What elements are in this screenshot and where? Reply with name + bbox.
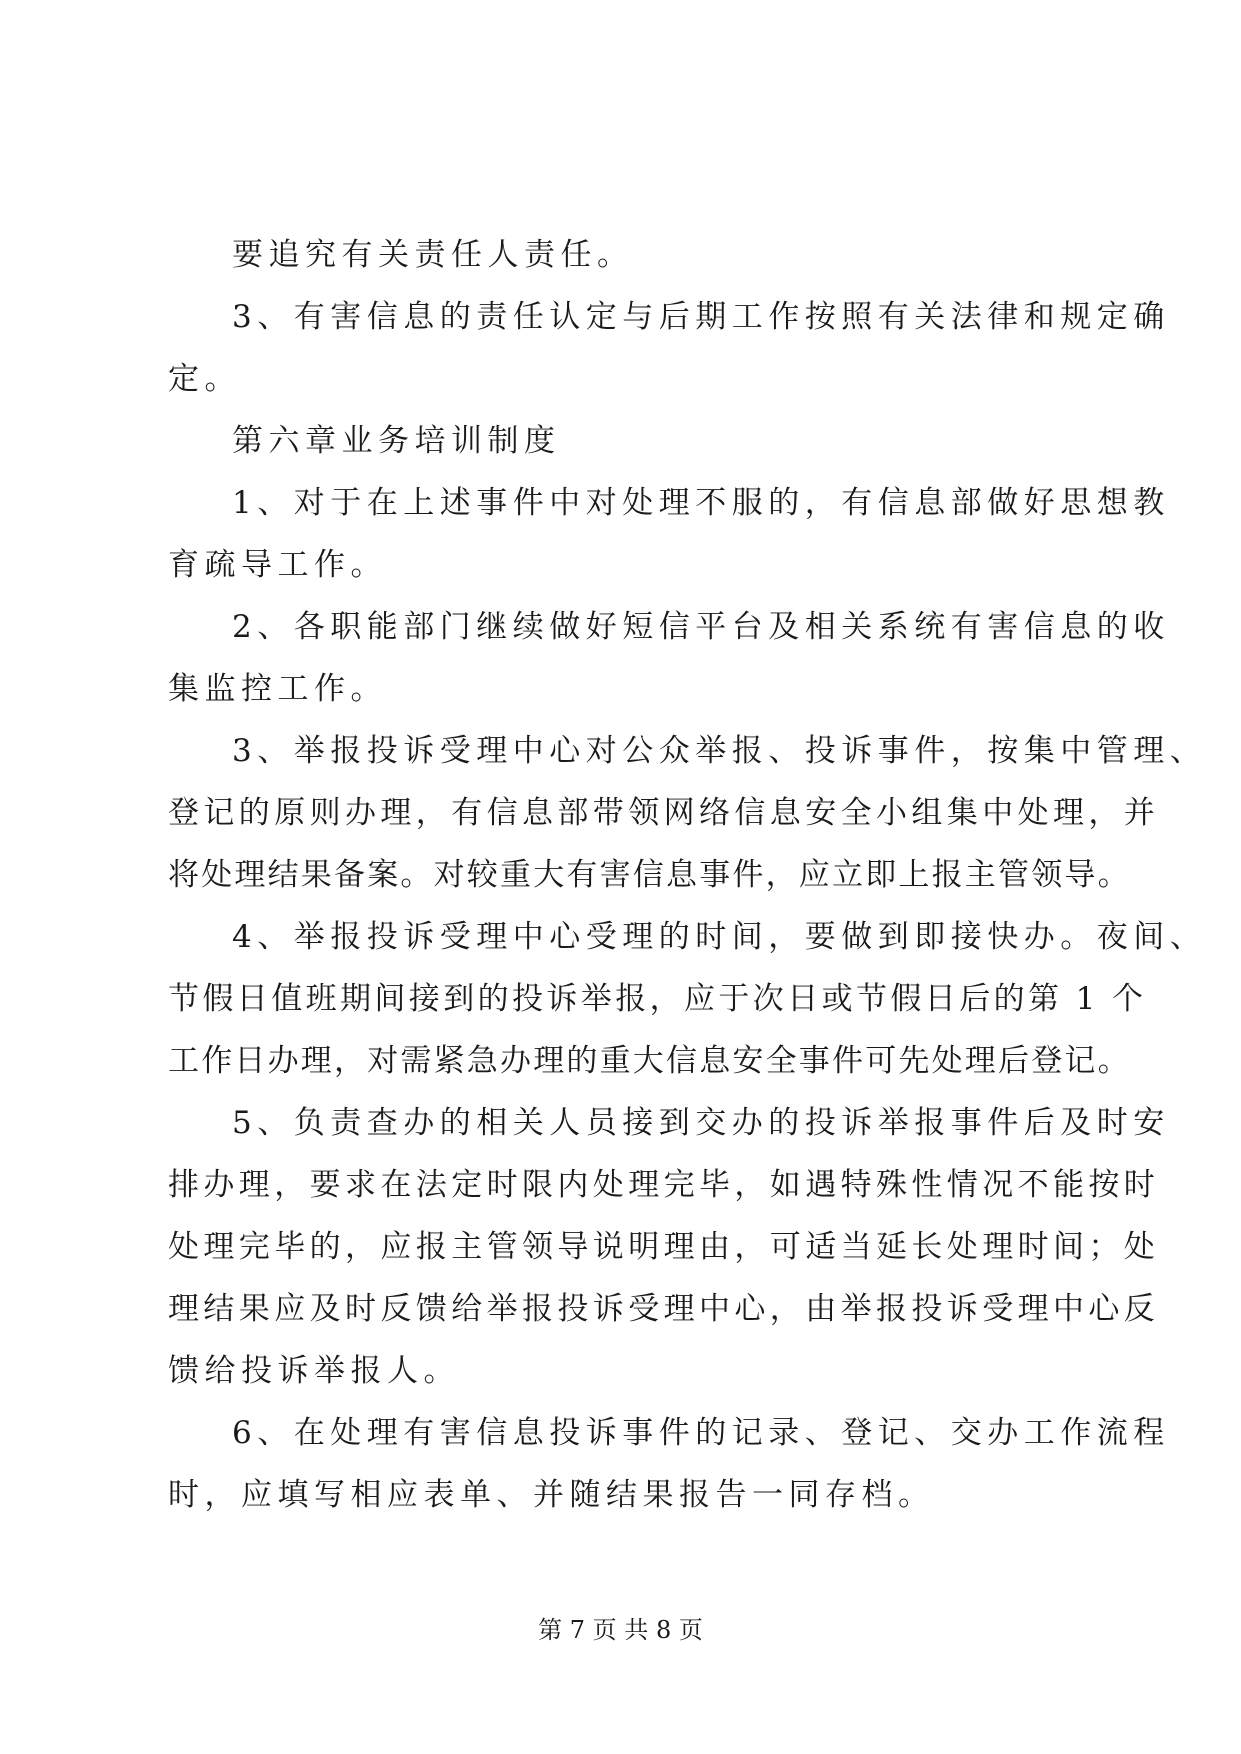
text-line: 定。 [168,361,241,397]
text-line: 节假日值班期间接到的投诉举报，应于次日或节假日后的第 1 个 [168,981,1147,1017]
text-line: 6、在处理有害信息投诉事件的记录、登记、交办工作流程 [232,1415,1170,1451]
text-line: 育疏导工作。 [168,547,387,583]
section-heading: 第六章业务培训制度 [232,423,561,459]
text-line: 排办理，要求在法定时限内处理完毕，如遇特殊性情况不能按时 [168,1167,1160,1203]
text-line: 登记的原则办理，有信息部带领网络信息安全小组集中处理，并 [168,795,1160,831]
text-line: 3、有害信息的责任认定与后期工作按照有关法律和规定确 [232,299,1170,335]
text-line: 3、举报投诉受理中心对公众举报、投诉事件，按集中管理、 [232,733,1207,769]
text-line: 馈给投诉举报人。 [168,1353,460,1389]
text-line: 5、负责查办的相关人员接到交办的投诉举报事件后及时安 [232,1105,1170,1141]
text-line: 处理完毕的，应报主管领导说明理由，可适当延长处理时间；处 [168,1229,1160,1265]
text-line: 要追究有关责任人责任。 [232,237,634,273]
text-line: 将处理结果备案。对较重大有害信息事件，应立即上报主管领导。 [168,857,1131,893]
text-line: 时，应填写相应表单、并随结果报告一同存档。 [168,1477,935,1513]
text-line: 集监控工作。 [168,671,387,707]
text-line: 理结果应及时反馈给举报投诉受理中心，由举报投诉受理中心反 [168,1291,1160,1327]
text-line: 工作日办理，对需紧急办理的重大信息安全事件可先处理后登记。 [168,1043,1131,1079]
page-footer: 第 7 页 共 8 页 [538,1616,703,1644]
text-line: 1、对于在上述事件中对处理不服的，有信息部做好思想教 [232,485,1170,521]
text-line: 4、举报投诉受理中心受理的时间，要做到即接快办。夜间、 [232,919,1207,955]
text-line: 2、各职能部门继续做好短信平台及相关系统有害信息的收 [232,609,1170,645]
